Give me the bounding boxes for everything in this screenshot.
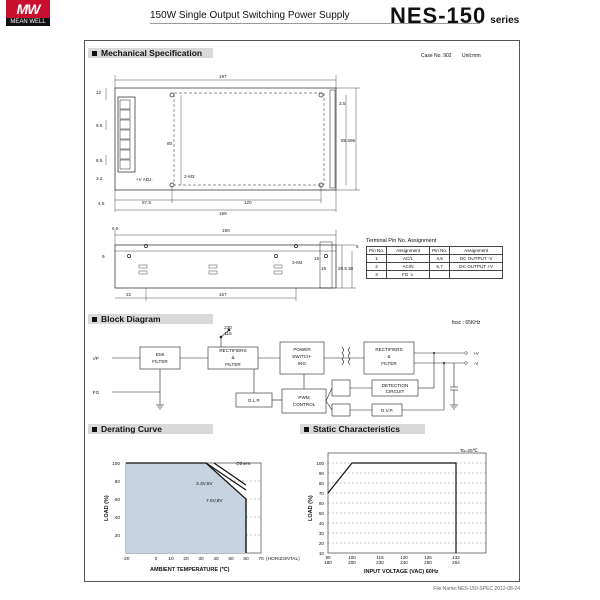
brand-logo [6, 0, 50, 26]
pwm-label-2: CONTROL [292, 402, 316, 407]
v230-label: 230 [224, 325, 232, 330]
pwm-box [282, 389, 326, 413]
table-cell [450, 271, 503, 279]
dim-side-22: 22 [126, 292, 132, 297]
static-ylabel: LOAD (%) [308, 495, 314, 521]
rect1-label-3: FILTER [225, 362, 241, 367]
xtick: 115 [376, 555, 384, 560]
dim-side-38: 38 [348, 266, 354, 271]
ip-label: I/P [93, 356, 99, 361]
xtick: 30 [198, 557, 204, 562]
derating-label-others: Others [236, 462, 251, 467]
terminal-block [118, 97, 135, 172]
detect-label-1: DETECTION [381, 383, 409, 388]
dim-8-5: 8.5 [96, 158, 103, 163]
emi-label-2: FILTER [152, 359, 168, 364]
psw-label-2: SWITCH- [292, 354, 312, 359]
static-curve [328, 463, 456, 553]
psw-label-3: ING [297, 361, 307, 366]
table-header: Pin No. [430, 247, 450, 255]
table-header: Pin No. [367, 247, 387, 255]
model-name: NES-150 [390, 3, 487, 28]
product-line: 150W Single Output Switching Power Supply [150, 10, 350, 21]
dim-2-m3: 2-M3 [184, 174, 195, 179]
ytick: 60 [318, 501, 324, 506]
rect2-label-3: FILTER [381, 361, 397, 366]
table-row [367, 263, 503, 271]
fg-label: FG [92, 390, 100, 395]
xtick: 70 [258, 557, 264, 562]
section-bullet-icon [92, 51, 97, 56]
derating-label-7v5: 7.5V,8V [206, 499, 223, 504]
table-cell: 4,5 [430, 255, 450, 263]
plusv-label: +V [473, 351, 479, 356]
model-title [390, 3, 519, 29]
ytick: 80 [114, 480, 120, 485]
horizontal-note: (HORIZONTAL) [266, 557, 300, 562]
dim-9-5: 9.5 [96, 123, 103, 128]
table-row [367, 271, 503, 279]
emi-box [140, 347, 180, 369]
ytick: 70 [318, 491, 324, 496]
vadj-label: +V ADJ. [136, 177, 153, 182]
rect2-label-1: RECTIFIERS [375, 347, 403, 352]
rect1-label-2: & [231, 355, 235, 360]
table-cell: 2 [367, 263, 387, 271]
xtick: 60 [243, 557, 249, 562]
xtick: -20 [122, 557, 130, 562]
section-bullet-icon [92, 317, 97, 322]
xtick: 20 [183, 557, 189, 562]
unit: Unit:mm [462, 53, 481, 59]
dim-80: 80 [167, 141, 173, 146]
xtick: 132 [452, 555, 460, 560]
dim-3-5: 3.5 [339, 101, 346, 106]
xtick: 230 [376, 560, 384, 565]
table-cell: 6,7 [430, 263, 450, 271]
rect1-label-1: RECTIFIERS [219, 348, 247, 353]
table-cell: 1 [367, 255, 387, 263]
ytick: 20 [318, 541, 324, 546]
table-cell: AC/L [387, 255, 430, 263]
dim-57-5: 57.5 [142, 200, 151, 205]
dim-side-15: 15 [314, 256, 320, 261]
dim-12: 12 [96, 90, 102, 95]
derating-xlabel: AMBIENT TEMPERATURE (℃) [150, 567, 230, 573]
xtick: 250 [424, 560, 432, 565]
ovp-label: O.V.P. [380, 408, 394, 413]
detect-label-2: CIRCUIT [385, 389, 405, 394]
table-cell: 3 [367, 271, 387, 279]
derating-area [126, 463, 246, 553]
dim-85-5: 85.5 [341, 138, 350, 143]
dim-3-2: 3.2 [96, 176, 103, 181]
v115-label: 115 [224, 331, 232, 336]
dim-side-5: 5 [356, 244, 359, 249]
table-header: Assignment [450, 247, 503, 255]
xtick: 90 [325, 555, 331, 560]
table-cell: DC OUTPUT +V [450, 263, 503, 271]
xtick: 100 [348, 555, 356, 560]
ytick: 10 [318, 551, 324, 556]
terminal-title: Terminal Pin No. Assignment [366, 238, 437, 244]
dim-197: 197 [219, 74, 227, 79]
emi-label-1: EMI [155, 352, 165, 357]
xtick: 180 [324, 560, 332, 565]
block-diagram [84, 325, 518, 425]
ytick: 80 [318, 481, 324, 486]
fosc-label: fosc : 65KHz [452, 320, 481, 326]
dim-98: 98 [350, 138, 356, 143]
mech-title: Mechanical Specification [92, 48, 202, 58]
model-series: series [490, 15, 520, 26]
xtick: 50 [228, 557, 234, 562]
terminal-header-row [367, 247, 503, 255]
brand-logo-mark: MW [6, 0, 50, 18]
dim-side-6-5: 6.5 [112, 226, 119, 231]
static-title: Static Characteristics [304, 424, 400, 434]
ytick: 50 [318, 511, 324, 516]
rect2-label-2: & [387, 354, 391, 359]
xtick: 200 [348, 560, 356, 565]
pwm-label-1: PWM [298, 395, 310, 400]
xtick: 0 [154, 557, 158, 562]
xtick: 40 [213, 557, 219, 562]
ytick: 30 [318, 531, 324, 536]
dim-4-5: 4.5 [98, 201, 105, 206]
psw-label-1: POWER [293, 347, 311, 352]
ytick: 100 [316, 461, 324, 466]
xtick: 264 [452, 560, 460, 565]
side-view-outline [115, 245, 336, 288]
terminal-table [366, 246, 503, 279]
ytick: 20 [114, 534, 120, 539]
dim-side-28-5: 28.5 [338, 266, 347, 271]
top-view-outline [115, 88, 336, 190]
ytick: 40 [318, 521, 324, 526]
ytick: 60 [114, 498, 120, 503]
derating-title: Derating Curve [92, 424, 162, 434]
derating-ylabel: LOAD (%) [104, 495, 110, 521]
dim-side-190: 190 [222, 228, 230, 233]
table-row [367, 255, 503, 263]
table-cell: DC OUTPUT -V [450, 255, 503, 263]
dim-side-9: 9 [102, 254, 105, 259]
minusv-label: -V [473, 361, 479, 366]
ta-label: Ta=25℃ [460, 448, 478, 453]
dim-side-3-m3: 3-M3 [292, 260, 303, 265]
derating-label-3v3: 3.3V,5V [196, 482, 213, 487]
dim-120: 120 [244, 200, 252, 205]
xtick: 120 [400, 555, 408, 560]
static-chart [300, 445, 500, 580]
table-cell [430, 271, 450, 279]
table-cell: FG ⏚ [387, 271, 430, 279]
dim-side-157: 157 [219, 292, 227, 297]
ytick: 40 [114, 516, 120, 521]
xtick: 240 [400, 560, 408, 565]
brand-logo-subtitle: MEAN WELL [6, 18, 50, 26]
derating-chart [96, 445, 300, 580]
olp-label: O.L.P. [247, 398, 261, 403]
xtick: 125 [424, 555, 432, 560]
case-no: Case No. 902 [421, 53, 452, 59]
ytick: 90 [318, 471, 324, 476]
section-bullet-icon [92, 427, 97, 432]
static-xlabel: INPUT VOLTAGE (VAC) 60Hz [364, 569, 439, 575]
ytick: 100 [111, 462, 120, 467]
xtick: 10 [168, 557, 174, 562]
table-header: Assignment [387, 247, 430, 255]
dim-199: 199 [219, 211, 227, 216]
block-title: Block Diagram [92, 314, 161, 324]
table-cell: AC/N [387, 263, 430, 271]
static-plot-frame [328, 453, 486, 553]
section-bullet-icon [304, 427, 309, 432]
dim-side-19: 19 [321, 266, 327, 271]
footer-file-info: File Name:NES-150-SPEC 2012-08-24 [433, 586, 520, 592]
